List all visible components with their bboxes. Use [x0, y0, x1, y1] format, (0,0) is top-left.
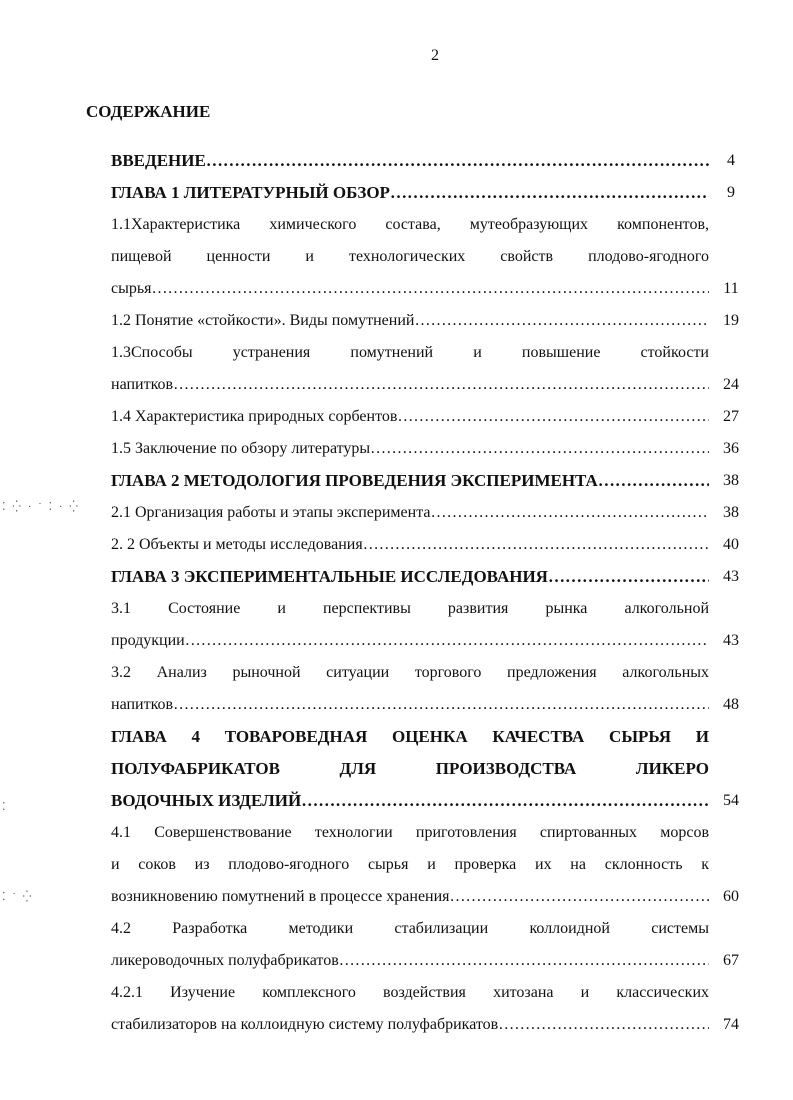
toc-page-number: 19 [723, 312, 739, 329]
toc-page-number: 9 [727, 184, 735, 201]
toc-entry [111, 497, 709, 529]
toc-entry-text: ГЛАВА 3 ЭКСПЕРИМЕНТАЛЬНЫЕ ИССЛЕДОВАНИЯ [111, 567, 548, 586]
toc-entry [111, 721, 709, 817]
toc-entry-text: ГЛАВА 2 МЕТОДОЛОГИЯ ПРОВЕДЕНИЯ ЭКСПЕРИМЕНТА [111, 471, 598, 490]
toc-entry [111, 177, 709, 209]
toc-entry [111, 913, 709, 977]
dot-leader [152, 273, 709, 305]
page-title: СОДЕРЖАНИЕ [86, 102, 211, 121]
toc-entry-text: 2.1 Организация работы и этапы эксперимента [111, 504, 431, 521]
toc-entry-text: 4.1 Совершенствование технологии приготовления спиртованных морсов [111, 824, 709, 841]
dot-leader [390, 177, 709, 209]
dot-leader [450, 881, 709, 913]
scan-noise: ⁚ [2, 801, 8, 813]
dot-leader [173, 369, 709, 401]
toc-entry-text: возникновению помутнений в процессе хранения [111, 888, 450, 905]
toc-page-number: 27 [723, 408, 739, 425]
toc-entry-text: 1.2 Понятие «стойкости». Виды помутнений [111, 312, 415, 329]
toc-entry [111, 209, 709, 305]
toc-entry [111, 977, 709, 1041]
toc-entry [111, 657, 709, 721]
toc-page-number: 4 [727, 152, 735, 169]
toc-entry-text: ГЛАВА 1 ЛИТЕРАТУРНЫЙ ОБЗОР [111, 183, 390, 202]
dot-leader [185, 625, 709, 657]
toc-page-number: 54 [723, 792, 739, 809]
toc-entry [111, 433, 709, 465]
toc-entry-text: ГЛАВА 4 ТОВАРОВЕДНАЯ ОЦЕНКА КАЧЕСТВА СЫРЬЯ И [111, 727, 709, 746]
dot-leader [498, 1009, 709, 1041]
toc-entry-text: продукции [111, 632, 185, 649]
page-number: 2 [431, 47, 439, 64]
dot-leader [339, 945, 709, 977]
dot-leader [370, 433, 709, 465]
toc-entry-text: стабилизаторов на коллоидную систему полуфабрикатов [111, 1016, 499, 1033]
toc-entry [111, 817, 709, 913]
dot-leader [598, 465, 709, 497]
toc-entry-text: 3.1 Состояние и перспективы развития рынка алкогольной [111, 600, 709, 617]
dot-leader [363, 529, 709, 561]
toc-page-number: 60 [723, 888, 739, 905]
toc-entry-text: напитков [111, 376, 174, 393]
toc-entry [111, 145, 709, 177]
dot-leader [301, 785, 709, 817]
toc-entry-text: напитков [111, 696, 174, 713]
dot-leader [173, 689, 709, 721]
toc-page-number: 74 [723, 1016, 739, 1033]
toc-page-number: 36 [723, 440, 739, 457]
toc-entry [111, 593, 709, 657]
dot-leader [414, 305, 709, 337]
toc-entry-text: 4.2 Разработка методики стабилизации коллоидной системы [111, 920, 709, 937]
toc-entry-text: ликероводочных полуфабрикатов [111, 952, 339, 969]
toc-page-number: 43 [723, 632, 739, 649]
toc-entry-text: ВВЕДЕНИЕ [111, 151, 206, 170]
toc-entry-text: сырья [111, 280, 152, 297]
scan-noise: ⁚ ˙ ⁛ [2, 891, 34, 903]
toc-entry-text: и соков из плодово-ягодного сырья и проверка их на склонность к [111, 856, 709, 873]
toc-entry [111, 337, 709, 401]
toc-entry [111, 561, 709, 593]
dot-leader [206, 145, 709, 177]
toc-entry-text: 1.5 Заключение по обзору литературы [111, 440, 371, 457]
toc-entry-text: пищевой ценности и технологических свойств плодово-ягодного [111, 248, 709, 265]
scan-noise: ⁚ ⁛ · ˙ ⁚ · ⁛ [2, 501, 81, 513]
toc-entry-text: ВОДОЧНЫХ ИЗДЕЛИЙ [111, 791, 302, 810]
dot-leader [431, 497, 710, 529]
toc-page-number: 48 [723, 696, 739, 713]
toc-entry-text: 1.4 Характеристика природных сорбентов [111, 408, 398, 425]
toc-entry [111, 305, 709, 337]
dot-leader [548, 561, 709, 593]
toc-entry-text: 1.1Характеристика химического состава, мутеобразующих компонентов, [111, 216, 709, 233]
toc-entry [111, 529, 709, 561]
toc-page-number: 43 [723, 568, 739, 585]
toc-page-number: 11 [723, 280, 739, 297]
toc-page-number: 38 [723, 504, 739, 521]
toc-entry-text: 3.2 Анализ рыночной ситуации торгового предложения алкогольных [111, 664, 709, 681]
toc-page-number: 67 [723, 952, 739, 969]
toc-entry-text: 2. 2 Объекты и методы исследования [111, 536, 363, 553]
toc-entry [111, 465, 709, 497]
toc-page-number: 40 [723, 536, 739, 553]
toc-entry-text: 1.3Способы устранения помутнений и повышение стойкости [111, 344, 709, 361]
toc-entry [111, 401, 709, 433]
toc-entry-text: ПОЛУФАБРИКАТОВ ДЛЯ ПРОИЗВОДСТВА ЛИКЕРО [111, 759, 709, 778]
toc-entry-text: 4.2.1 Изучение комплексного воздействия хитозана и классических [111, 984, 709, 1001]
toc-page-number: 38 [723, 472, 739, 489]
toc-page-number: 24 [723, 376, 739, 393]
dot-leader [397, 401, 709, 433]
